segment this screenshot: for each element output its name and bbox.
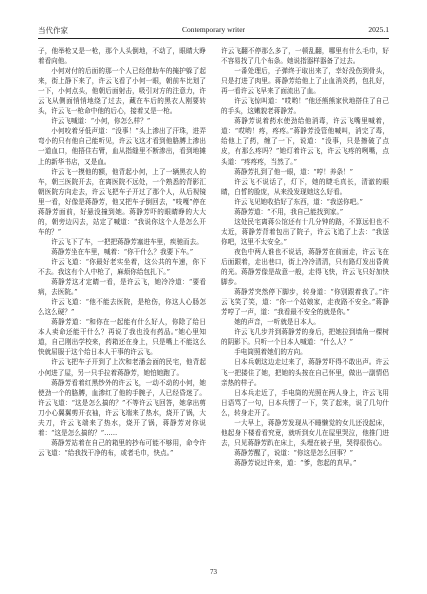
- body-paragraph: 蒋静芳坐在车里，喊着：“你干什么？我要下车。”: [51, 247, 194, 256]
- body-paragraph: 蒋静芳说着药水使劲给他消毒，许云飞嘴里喊着，道：“哎哟！疼，疼疼。”蒋静芳没管他喊叫，消完了毒，给他上了药，缠了一下，说道：“没事，只是擦破了点皮，有那么疼吗？”她灯着许云飞，许云飞疼的咧嘴，点头道：“疼疼疼，当然了。”: [221, 117, 389, 166]
- body-paragraph: 这处民宅离蒋公馆还有十几分钟的路，不算远但也不太近，蒋静芳背着包出了院子，许云飞追了上去：“我送你吧，这里不太安全。”: [221, 217, 389, 246]
- body-paragraph: 一番处理后，子弹终于取出来了，幸好没伤到骨头，只是打进了肉里。蒋静芳给他上了止血消炎药，包扎好，再一看许云飞早来了面流出了血。: [221, 67, 389, 96]
- body-paragraph: 许云飞几步并到蒋静芳的身后，把她拉到墙角一棵树的阴影下。只听一个日本人喊道：“什么人？”: [221, 328, 389, 347]
- body-paragraph: 小何对付的后面的那一个人已经借助车的掩护躲了起来，街上静下来了，许云飞看了小何一眼，朝前车比划了一下，小何点头，他朝后面射击，吸引对方的注意力，许云飞从侧面悄悄地绕了过去，藏在车后的黑衣人刚要转头，许云飞一枪命中他的后心，接着又是一枪。: [38, 67, 206, 116]
- body-paragraph: 蒋静芳道：“和你在一起能有什么好人，你除了给日本人卖命还能干什么？再说了我也没有药品。”她心里知道，自己刚出学校来，药箱还在身上，只是嘴上不能这么快就屈服于这个给日本人干事的许云飞。: [38, 318, 206, 357]
- left-column: [38, 46, 206, 554]
- body-paragraph: 许云飞下了车，一把把蒋静芳塞进车里，疾驰而去。: [51, 237, 203, 246]
- body-paragraph: 蒋静芳扎到了他一眼，道：“哼！养条！”: [234, 167, 354, 176]
- body-paragraph: 许云飞喊道：“小何，你怎么样？”: [51, 117, 151, 126]
- right-column: [221, 46, 389, 554]
- body-paragraph: 许云飞翻不停那么多了，一顿乱翻，哪里有什么毛巾，好不容易找了几个布条。她说指器样器备了过去。: [221, 47, 389, 66]
- body-paragraph: 许云飞惊叫道：“哎哟！”他还熊熊家伙地搭住了自己的手头，这嫩貌老蒋静芳。: [221, 97, 389, 116]
- body-paragraph: 她的声音，一听就是日本人。: [234, 318, 320, 327]
- body-paragraph: 许云飞不说话了，灯下，她的睫毛真长，清澈的眼睛，白皙的脸庞，从来没发现她这么好看。: [221, 177, 389, 196]
- body-paragraph: 日本兵朝这边走过来了，蒋静芳吓得不敢出声。许云飞一把搂住了她，把她的头按在自己怀里，做出一副情侣亲热的样子。: [221, 358, 389, 387]
- body-paragraph: 蒋静芳醒了，说道：“你这是怎么回事？”: [234, 448, 354, 457]
- body-paragraph: 夜色中两人谁也不说话，蒋静芳在前面走，许云飞在后面跟着，走出巷口，街上冷冷清清，只有路灯发出昏黄的光。蒋静芳像是故意一般，走得飞快，许云飞只好加快脚步。: [221, 247, 389, 287]
- journal-name: 当代作家: [38, 26, 68, 35]
- body-paragraph: 许云飞道：“你最好老实坐着，这公共的车速，你下不去。我这有个人中枪了，麻烦你给包扎下。”: [38, 257, 206, 277]
- body-paragraph: 许云飞见她收拾好了东西，道：“我送你吧。”: [234, 197, 363, 206]
- body-paragraph: 蒋静芳说过许来，道：“爹，您起的真早。”: [234, 458, 357, 467]
- body-paragraph: 许云飞一摸他的额，他背起小何，上了一辆黑衣人的车，朝三医院开去，在离医院不远处，一个熟悉的背影汇朝医院方向走去，许云飞把车子开过了那个人，从后视镜里一看，好像是蒋静芳，他又把车子倒回去，“吱嘎”停在蒋静芳面前，好悬没撞到她。蒋静芳吓的眼睛睁的大大的，朝旁边闪去，站定了喊道：“我说你这个人是怎么开车的？”: [38, 167, 206, 236]
- body-paragraph: 手电筒照着她们的方向。: [234, 348, 307, 357]
- body-paragraph: 蒋静芳看着红黑纱外的许云飞，一动不动的小何，她使劲一个的胳膊，血渗红了他的手腕子，人已经昏迷了。许云飞道：“这是怎么搞的？”不等许云飞回答，她拿出剪刀小心翼翼剪开衣袖，许云飞端来了热水，烧开了锅，大夫刀，许云飞端来了热水，烧开了锅，蒋静芳对你说着：“这是怎么搞的？”……: [38, 378, 206, 437]
- body-paragraph: 许云飞把车子开到了上次和老潘会面的民宅，他背起小何进了屋，另一只手拉着蒋静芳，她怕她跑了。: [38, 358, 206, 377]
- running-header: [38, 24, 389, 39]
- body-paragraph: 日本兵走近了，手电筒的光照在两人身上，许云飞用日语骂了一句，日本兵愣了一下，笑了起来，说了几句什么，转身走开了。: [221, 388, 389, 417]
- body-paragraph: 小何咬着牙低声道：“没事！”头上渗出了汗珠，进弄弯小的只有他自己能听见，许云飞这才看到他胳膊上渗出一道血口，他捂住右臂，血从指缝里不断渗出，看到地摊上的新华书店，又是血。: [38, 127, 206, 166]
- body-paragraph: 蒋静芳站着在自己的箱里的抄布可能不够用，命令许云飞道：“给我找干净的布，或者毛巾，快点。”: [38, 438, 206, 457]
- page-number: 73: [210, 568, 217, 576]
- body-paragraph: 蒋静芳这才定睛一看，是许云飞，她冷冷道：“要看病，去医院。”: [38, 278, 206, 297]
- body-paragraph: 蒋静芳道：“不用，我自己能找到家。”: [234, 207, 344, 216]
- body-paragraph: 子，他举枪又是一枪，那个人头倒地，不动了，眼睛大睁着看向他。: [38, 47, 206, 66]
- body-paragraph: 蒋静芳突然停下脚步，转身道：“你别跟着我了。”许云飞笑了笑，道：“你一个姑娘家，走夜路不安全。”蒋静芳哼了一声，道：“我看最不安全的就是你。”: [221, 288, 389, 317]
- issue-number: 2025.1: [368, 25, 389, 34]
- journal-name-english: Contemporary writer: [181, 25, 246, 34]
- body-paragraph: 许云飞道：“他不能去医院，是枪伤，你这人心肠怎么这么硬？”: [38, 298, 206, 317]
- text-columns: [38, 46, 389, 554]
- body-paragraph: 一大早上，蒋静芳发现从不睡懒觉的女儿还没起床，他起身下楼看看究竟，就听到女儿在屋里哭泣，他推门进去，只见蒋静芳趴在床上，头埋在被子里，哭得很伤心。: [221, 418, 389, 447]
